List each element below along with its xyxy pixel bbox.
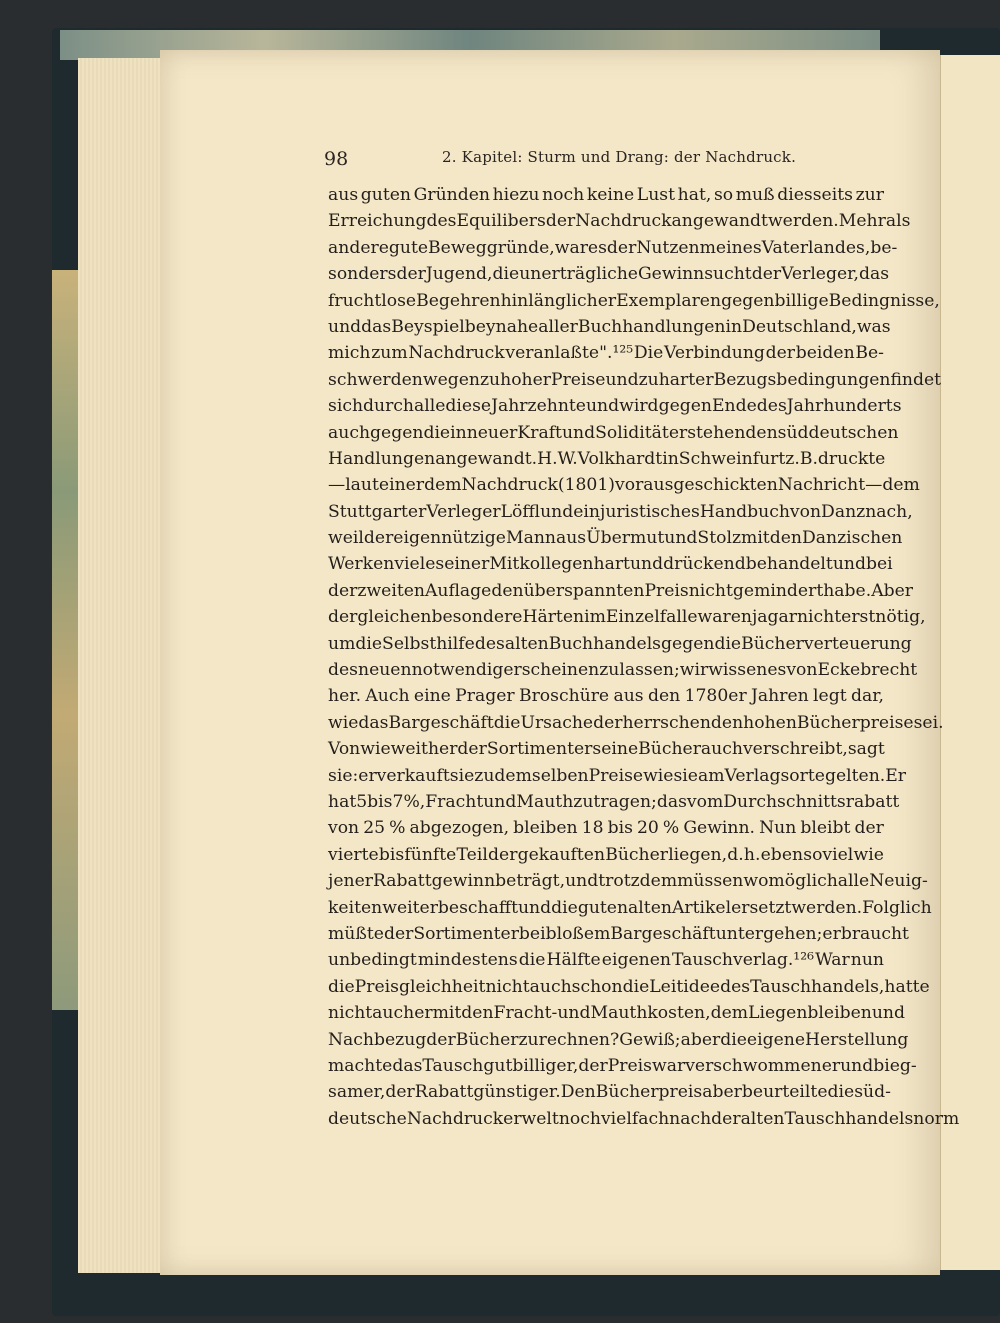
text-line: her. Auch eine Prager Broschüre aus den 1780er Jahren legt dar, — [328, 686, 884, 707]
text-line: andere gute Beweggründe, war es der Nutzen meines Vaterlandes, be- — [328, 237, 898, 258]
text-line: machte das Tauschgut billiger, der Preis war verschwommener und bieg- — [328, 1055, 917, 1076]
text-line: auch gegen die in neuer Kraft und Solidität erstehenden süddeutschen — [328, 422, 899, 443]
text-line: keiten weiter beschafft und die guten alten Artikel ersetzt werden. Folglich — [328, 897, 932, 918]
text-line: unbedingt mindestens die Hälfte eigenen Tauschverlag.¹²⁶ War nun — [328, 950, 884, 971]
text-line: deutsche Nachdruckerwelt noch vielfach nach der alten Tauschhandelsnorm — [328, 1108, 960, 1129]
text-line: vierte bis fünfte Teil der gekauften Bücher liegen, d. h. eben soviel wie — [328, 844, 884, 865]
text-line: des neuen notwendig erscheinen zu lassen; wir wissen es von Eckebrecht — [328, 660, 918, 681]
running-head: 2. Kapitel: Sturm und Drang: der Nachdruck. — [442, 148, 797, 166]
text-line: Erreichung des Equilibers der Nachdruck angewandt werden. Mehr als — [328, 211, 911, 232]
text-line: schwerden wegen zu hoher Preise und zu harter Bezugsbedingungen findet — [328, 369, 942, 390]
text-line: samer, der Rabatt günstiger. Den Bücherpreis aber beurteilte die süd- — [328, 1082, 891, 1103]
text-line: um die Selbsthilfe des alten Buchhandels gegen die Bücherverteuerung — [328, 633, 912, 654]
text-line: Handlungen angewandt. H. W. Volkhardt in Schweinfurt z. B. druckte — [328, 448, 886, 469]
text-line: hat 5 bis 7 %, Fracht und Mauth zu tragen; das vom Durchschnittsrabatt — [328, 791, 900, 812]
body-text — [328, 182, 960, 1132]
text-line: sich durch alle diese Jahrzehnte und wird gegen Ende des Jahrhunderts — [328, 396, 902, 417]
text-line: Werken viele seiner Mitkollegen hart und drückend behandelt und bei — [328, 554, 893, 575]
text-line: der zweiten Auflage den überspannten Preis nicht gemindert habe. Aber — [328, 580, 914, 601]
marbled-edge-left — [52, 270, 80, 1010]
facing-page-edge — [940, 55, 1000, 1270]
text-line: weil der eigennützige Mann aus Übermut und Stolz mit den Danzischen — [328, 528, 903, 549]
text-line: müßte der Sortimenter bei bloßem Bargeschäft untergehen; er braucht — [328, 923, 909, 944]
text-line: jener Rabattgewinn beträgt, und trotzdem müssen womöglich alle Neuig- — [328, 871, 928, 892]
text-line: dergleichen besondere Härten im Einzelfalle waren ja gar nicht erst nötig, — [328, 607, 926, 628]
text-line: — laut einer dem Nachdruck (1801) vorausgeschickten Nachricht — dem — [328, 475, 920, 496]
page-header — [324, 148, 884, 178]
text-line: nicht auch er mit den Fracht- und Mauthkosten, dem Liegenbleiben und — [328, 1003, 905, 1024]
text-line: die Preisgleichheit nicht auch schon die Leitidee des Tauschhandels, hatte — [328, 976, 930, 997]
text-line: sie: er verkauft sie zu demselben Preise wie sie am Verlagsorte gelten. Er — [328, 765, 907, 786]
text-line: von 25 % abgezogen, bleiben 18 bis 20 % Gewinn. Nun bleibt der — [328, 818, 884, 839]
text-line: Nachbezug der Bücher zu rechnen? Gewiß; aber die eigene Herstellung — [328, 1029, 909, 1050]
text-line: aus guten Gründen hiezu noch keine Lust hat, so muß diesseits zur — [328, 185, 884, 205]
text-line: fruchtlose Begehren hinlänglicher Exemplaren gegen billige Bedingnisse, — [328, 290, 940, 311]
text-line: Stuttgarter Verleger Löfflund ein juristisches Handbuch von Danz nach, — [328, 501, 913, 522]
text-line: und das Beyspiel beynahe aller Buchhandlungen in Deutschland, was — [328, 316, 891, 337]
page-number: 98 — [324, 148, 349, 170]
text-line: sonders der Jugend, die unerträgliche Gewinnsucht der Verleger, das — [328, 264, 890, 285]
text-line: wie das Bargeschäft die Ursache der herrschenden hohen Bücherpreise sei. — [328, 712, 944, 733]
text-line: Von wie weit her der Sortimenter seine Bücher auch verschreibt, sagt — [328, 739, 885, 760]
text-line: mich zum Nachdruck veranlaßte".¹²⁵ Die Verbindung der beiden Be- — [328, 343, 884, 364]
